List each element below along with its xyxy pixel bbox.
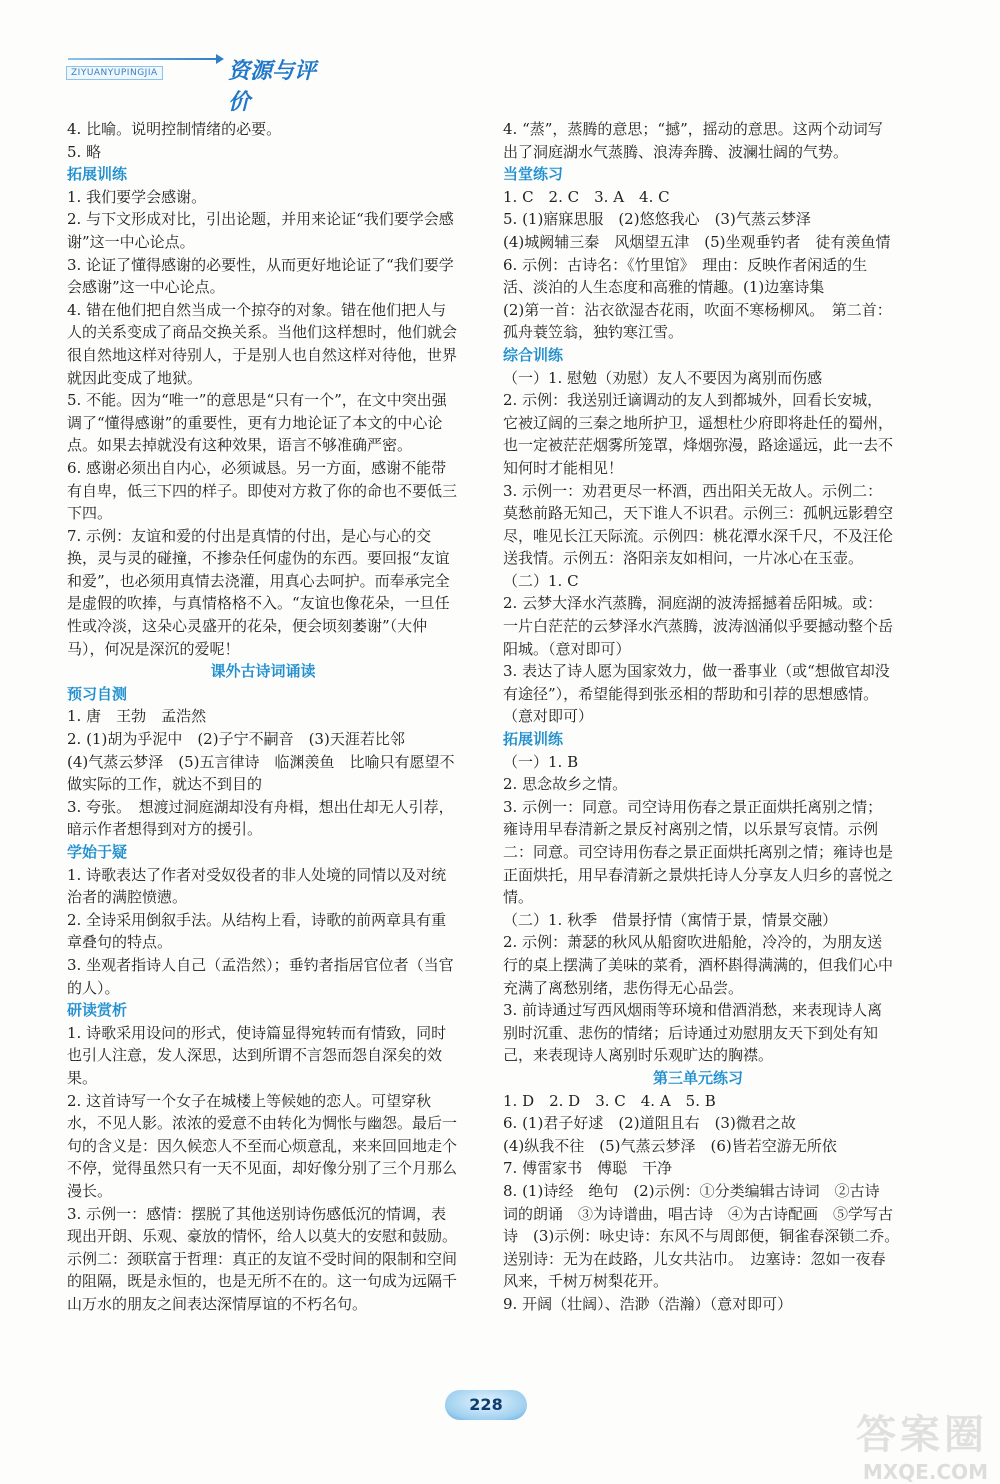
left-column [67, 118, 459, 1315]
answer-line: 1. C 2. C 3. A 4. C [503, 187, 670, 206]
answer-line: 9. 开阔（壮阔）、浩渺（浩瀚）（意对即可） [503, 1294, 793, 1313]
section-heading: 当堂练习 [503, 165, 564, 184]
header-arrow-icon [68, 58, 218, 60]
answer-line: 6. 感谢必须出自内心，必须诚恳。另一方面，感谢不能带有自卑，低三下四的样子。即使对方救了你的命也不要低三下四。 [67, 458, 458, 523]
answer-line: 4. 比喻。说明控制情绪的必要。 [67, 120, 282, 138]
answer-line: 6. (1)君子好逑 (2)道阻且右 (3)微君之故 [503, 1114, 796, 1133]
page-header [60, 52, 320, 115]
answer-line: 3. 论证了懂得感谢的必要性，从而更好地论证了“我们要学会感谢”这一中心论点。 [67, 255, 454, 297]
answer-line: 2. 云梦大泽水汽蒸腾，洞庭湖的波涛摇撼着岳阳城。或：一片白茫茫的云梦泽水汽蒸腾，波涛汹涌似乎要撼动整个岳阳城。（意对即可） [503, 594, 894, 658]
answer-line: (4)纵我不往 (5)气蒸云梦泽 (6)皆若空游无所依 [503, 1136, 837, 1155]
page-number: 228 [445, 1390, 527, 1420]
answer-line: （二）1. 秋季 借景抒情（寓情于景，情景交融） [503, 910, 838, 929]
answer-line: (2)第一首：沾衣欲湿杏花雨，吹面不寒杨柳风。 第二首：孤舟蓑笠翁，独钓寒江雪。 [503, 300, 892, 342]
answer-line: 5. (1)寤寐思服 (2)悠悠我心 (3)气蒸云梦泽 [503, 210, 811, 229]
answer-line: （一）1. 慰勉（劝慰）友人不要因为离别而伤感 [503, 368, 823, 387]
section-heading: 学始于疑 [67, 843, 128, 861]
answer-line: (4)城阙辅三秦 风烟望五津 (5)坐观垂钓者 徒有羡鱼情 [503, 232, 891, 251]
answer-line: (4)气蒸云梦泽 (5)五言律诗 临渊羡鱼 比喻只有愿望不做实际的工作，就达不到目的 [67, 752, 455, 794]
answer-line: 7. 示例：友谊和爱的付出是真情的付出，是心与心的交换，灵与灵的碰撞，不掺杂任何虚伪的东西。要回报“友谊和爱”，也必须用真情去浇灌，用真心去呵护。而奉承完全是虚假的吹捧，与真情格格不入。“友谊也像花朵，一旦任性或冷淡，这朵心灵盛开的花朵，便会顷刻萎谢”（大仲马），何况是深沉的爱呢！ [67, 526, 450, 658]
answer-line: 2. 与下文形成对比，引出论题，并用来论证“我们要学会感谢”这一中心论点。 [67, 210, 454, 251]
right-column [503, 118, 907, 1315]
answer-line: 5. 不能。因为“唯一”的意思是“只有一个”，在文中突出强调了“懂得感谢”的重要性，更有力地论证了本文的中心论点。如果去掉就没有这种效果，语言不够准确严密。 [67, 391, 447, 455]
answer-line: 2. 示例：萧瑟的秋风从船窗吹进船舱，冷冷的，为朋友送行的桌上摆满了美味的菜肴，酒杯斟得满满的，但我们心中充满了离愁别绪，悲伤得无心品尝。 [503, 933, 894, 997]
answer-line: 5. 略 [67, 142, 102, 161]
answer-line: 1. 诗歌表达了作者对受奴役者的非人处境的同情以及对统治者的满腔愤懑。 [67, 865, 447, 907]
section-heading: 拓展训练 [67, 165, 128, 184]
unit-title: 课外古诗词诵读 [210, 662, 316, 681]
answer-line: 8. (1)诗经 绝句 (2)示例：①分类编辑古诗词 ②古诗词的朗诵 ③为诗谱曲，唱古诗 ④为古诗配画 ⑤学写古诗 (3)示例：咏史诗：东风不与周郎便，铜雀春深锁二乔。 送别诗：无为在歧路，儿女共沾巾。 边塞诗：忽如一夜春风来，千树万树梨花开。 [503, 1181, 907, 1291]
header-pinyin: ZIYUANYUPINGJIA [66, 66, 163, 80]
watermark-text: 答案圈 [856, 1412, 988, 1458]
section-heading: 拓展训练 [503, 730, 564, 749]
section-heading: 研读赏析 [67, 1001, 128, 1020]
section-heading: 综合训练 [503, 345, 564, 364]
answer-line: 4. 错在他们把自然当成一个掠夺的对象。错在他们把人与人的关系变成了商品交换关系。当他们这样想时，他们就会很自然地这样对待别人，于是别人也自然这样对待他，世界就因此变成了地狱。 [67, 300, 458, 387]
answer-line: 2. (1)胡为乎泥中 (2)子宁不嗣音 (3)天涯若比邻 [67, 730, 405, 749]
answer-line: 3. 示例一：同意。司空诗用伤春之景正面烘托离别之情；雍诗用早春清新之景反衬离别之情，以乐景写哀情。示例二：同意。司空诗用伤春之景正面烘托离别之情；雍诗也是正面烘托，用早春清新之景烘托诗人分享友人归乡的喜悦之情。 [503, 797, 894, 907]
answer-line: 1. 我们要学会感谢。 [67, 187, 207, 206]
section-heading: 预习自测 [67, 684, 128, 703]
answer-line: 2. 全诗采用倒叙手法。从结构上看，诗歌的前两章具有重章叠句的特点。 [67, 910, 447, 952]
answer-line: 2. 示例：我送别迁谪调动的友人到都城外，回看长安城，它被辽阔的三秦之地所护卫，遥想杜少府即将赴任的蜀州，也一定被茫茫烟雾所笼罩，烽烟弥漫，路途遥远，此一去不知何时才能相见！ [503, 391, 894, 477]
answer-line: 3. 表达了诗人愿为国家效力，做一番事业（或“想做官却没有途径”），希望能得到张丞相的帮助和引荐的思想感情。（意对即可） [503, 662, 890, 726]
watermark-url: MXQE.COM [862, 1460, 988, 1484]
answer-line: 4. “蒸”，蒸腾的意思；“撼”，摇动的意思。这两个动词写出了洞庭湖水气蒸腾、浪涛奔腾、波澜壮阔的气势。 [503, 120, 883, 161]
header-title: 资源与评价 [228, 59, 317, 115]
answer-line: 1. D 2. D 3. C 4. A 5. B [503, 1091, 716, 1110]
answer-line: 2. 思念故乡之情。 [503, 775, 628, 794]
answer-line: 1. 诗歌采用设问的形式，使诗篇显得宛转而有情致，同时也引人注意，发人深思，达到所谓不言怨而怨自深矣的效果。 [67, 1023, 447, 1087]
answer-line: （二）1. C [503, 571, 579, 590]
answer-line: 3. 示例一：感情：摆脱了其他送别诗伤感低沉的情调，表现出开朗、乐观、豪放的情怀，给人以莫大的安慰和鼓励。示例二：颈联富于哲理：真正的友谊不受时间的限制和空间的阻隔，既是永恒的，也是无所不在的。这一句成为远隔千山万水的朋友之间表达深情厚谊的不朽名句。 [67, 1204, 458, 1313]
answer-line: 6. 示例：古诗名：《竹里馆》 理由：反映作者闲适的生活、淡泊的人生态度和高雅的情趣。(1)边塞诗集 [503, 255, 868, 297]
answer-line: （一）1. B [503, 752, 579, 771]
answer-line: 3. 前诗通过写西风烟雨等环境和借酒消愁，来表现诗人离别时沉重、悲伤的情绪；后诗通过劝慰朋友天下到处有知己，来表现诗人离别时乐观旷达的胸襟。 [503, 1001, 883, 1065]
answer-line: 3. 示例一：劝君更尽一杯酒，西出阳关无故人。示例二：莫愁前路无知己，天下谁人不识君。示例三：孤帆远影碧空尽，唯见长江天际流。示例四：桃花潭水深千尺，不及汪伦送我情。示例五：洛阳亲友如相问，一片冰心在玉壶。 [503, 481, 894, 568]
watermark [788, 1403, 988, 1484]
answer-line: 7. 傅雷家书 傅聪 干净 [503, 1159, 673, 1178]
answer-line: 3. 夸张。 想渡过洞庭湖却没有舟楫，想出仕却无人引荐，暗示作者想得到对方的援引。 [67, 797, 454, 839]
answer-line: 3. 坐观者指诗人自己（孟浩然）；垂钓者指居官位者（当官的人）。 [67, 955, 454, 997]
answer-line: 2. 这首诗写一个女子在城楼上等候她的恋人。可望穿秋水，不见人影。浓浓的爱意不由转化为惆怅与幽怨。最后一句的含义是：因久候恋人不至而心烦意乱，来来回回地走个不停，觉得虽然只有一天不见面，却好像分别了三个月那么漫长。 [67, 1091, 458, 1200]
unit-title: 第三单元练习 [652, 1068, 743, 1087]
answer-line: 1. 唐 王勃 孟浩然 [67, 707, 207, 726]
